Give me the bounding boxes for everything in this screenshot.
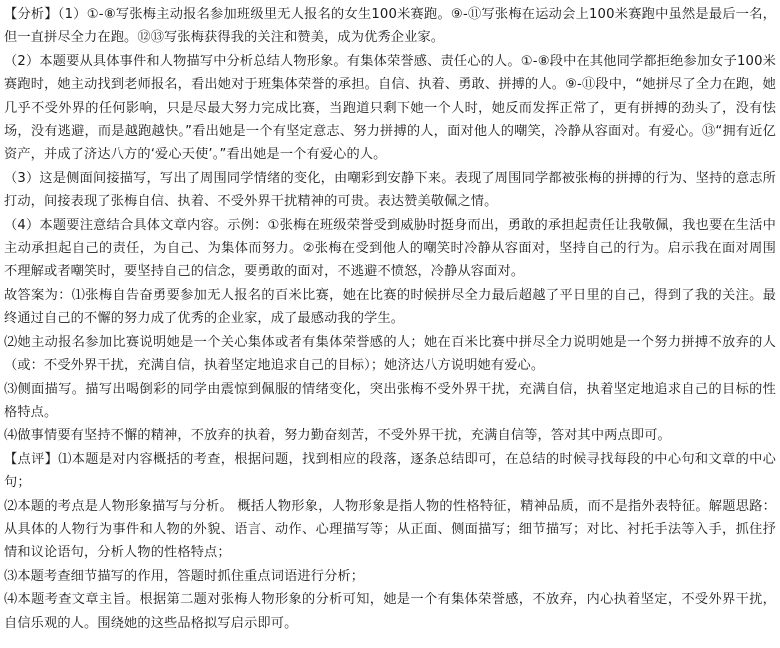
comment-part-3: ⑶本题考查细节描写的作用，答题时抓住重点词语进行分析；	[4, 568, 365, 584]
answer-part-3: ⑶侧面描写。描写出喝倒彩的同学由震惊到佩服的情绪变化，突出张梅不受外界干扰，充满自信，执着坚定地追求自己的目标的性格特点。	[4, 381, 776, 420]
answer-part-1: 故答案为：⑴张梅自告奋勇要参加无人报名的百米比赛，她在比赛的时候拼尽全力最后超越了平日里的自己，得到了我的关注。最终通过自己的不懈的努力成了优秀的企业家，成了最感动我的学生。	[4, 287, 776, 327]
analysis-part-1: 【分析】（1）①-⑧写张梅主动报名参加班级里无人报名的女生100米赛跑。⑨-⑪写张梅在运动会上100米赛跑中虽然是最后一名，但一直拼尽全力在跑。⑫⑬写张梅获得我的关注和赞美，成为优秀企业家。	[4, 7, 776, 46]
analysis-part-4: （4）本题要注意结合具体文章内容。示例：①张梅在班级荣誉受到威胁时挺身而出，勇敢的承担起责任让我敬佩，我也要在生活中主动承担起自己的责任，为自己、为集体而努力。②张梅在受到他人的嘲笑时冷静从容面对，坚持自己的行为。启示我在面对周围不理解或者嘲笑时，要坚持自己的信念，要勇敢的面对，不逃避不愤怒，冷静从容面对。	[4, 217, 776, 280]
comment-part-1: 【点评】⑴本题是对内容概括的考查，根据问题，找到相应的段落，逐条总结即可，在总结的时候寻找每段的中心句和文章的中心句；	[4, 451, 776, 491]
comment-part-2: ⑵本题的考点是人物形象描写与分析。 概括人物形象，人物形象是指人物的性格特征，精神品质，而不是指外表特征。解题思路：从具体的人物行为事件和人物的外貌、语言、动作、心理描写等；从正面、侧面描写；细节描写；对比、衬托手法等入手，抓住抒情和议论语句，分析人物的性格特点；	[4, 498, 776, 561]
answer-part-2: ⑵她主动报名参加比赛说明她是一个关心集体或者有集体荣誉感的人；她在百米比赛中拼尽全力说明她是一个努力拼搏不放弃的人（或：不受外界干扰，充满自信，执着坚定地追求自己的目标）；她济达八方说明她有爱心。	[4, 334, 776, 374]
comment-part-4: ⑷本题考查文章主旨。根据第二题对张梅人物形象的分析可知，她是一个有集体荣誉感，不放弃，内心执着坚定，不受外界干扰，自信乐观的人。围绕她的这些品格拟写启示即可。	[4, 592, 776, 631]
analysis-part-2: （2）本题要从具体事件和人物描写中分析总结人物形象。有集体荣誉感、责任心的人。①-⑧段中在其他同学都拒绝参加女子100米赛跑时，她主动找到老师报名，看出她对于班集体荣誉的承担。自信、执着、勇敢、拼搏的人。⑨-⑪段中，“她拼尽了全力在跑，她几乎不受外界的任何影响，只是尽最大努力完成比赛，当跑道只剩下她一个人时，她反而发挥正常了，更有拼搏的劲头了，没有怯场，没有逃避，而是越跑越快。”看出她是一个有坚定意志、努力拼搏的人，面对他人的嘲笑，冷静从容面对。有爱心。⑬“拥有近亿资产，并成了济达八方的‘爱心天使’。”看出她是一个有爱心的人。	[4, 53, 776, 163]
answer-part-4: ⑷做事情要有坚持不懈的精神，不放弃的执着，努力勤奋刻苦，不受外界干扰，充满自信等，答对其中两点即可。	[4, 428, 671, 444]
analysis-part-3: （3）这是侧面间接描写，写出了周围同学情绪的变化，由嘲彩到安静下来。表现了周围同学都被张梅的拼搏的行为、坚持的意志所打动，间接表现了张梅自信、执着、不受外界干扰精神的可贵。表达赞美敬佩之情。	[4, 170, 776, 210]
